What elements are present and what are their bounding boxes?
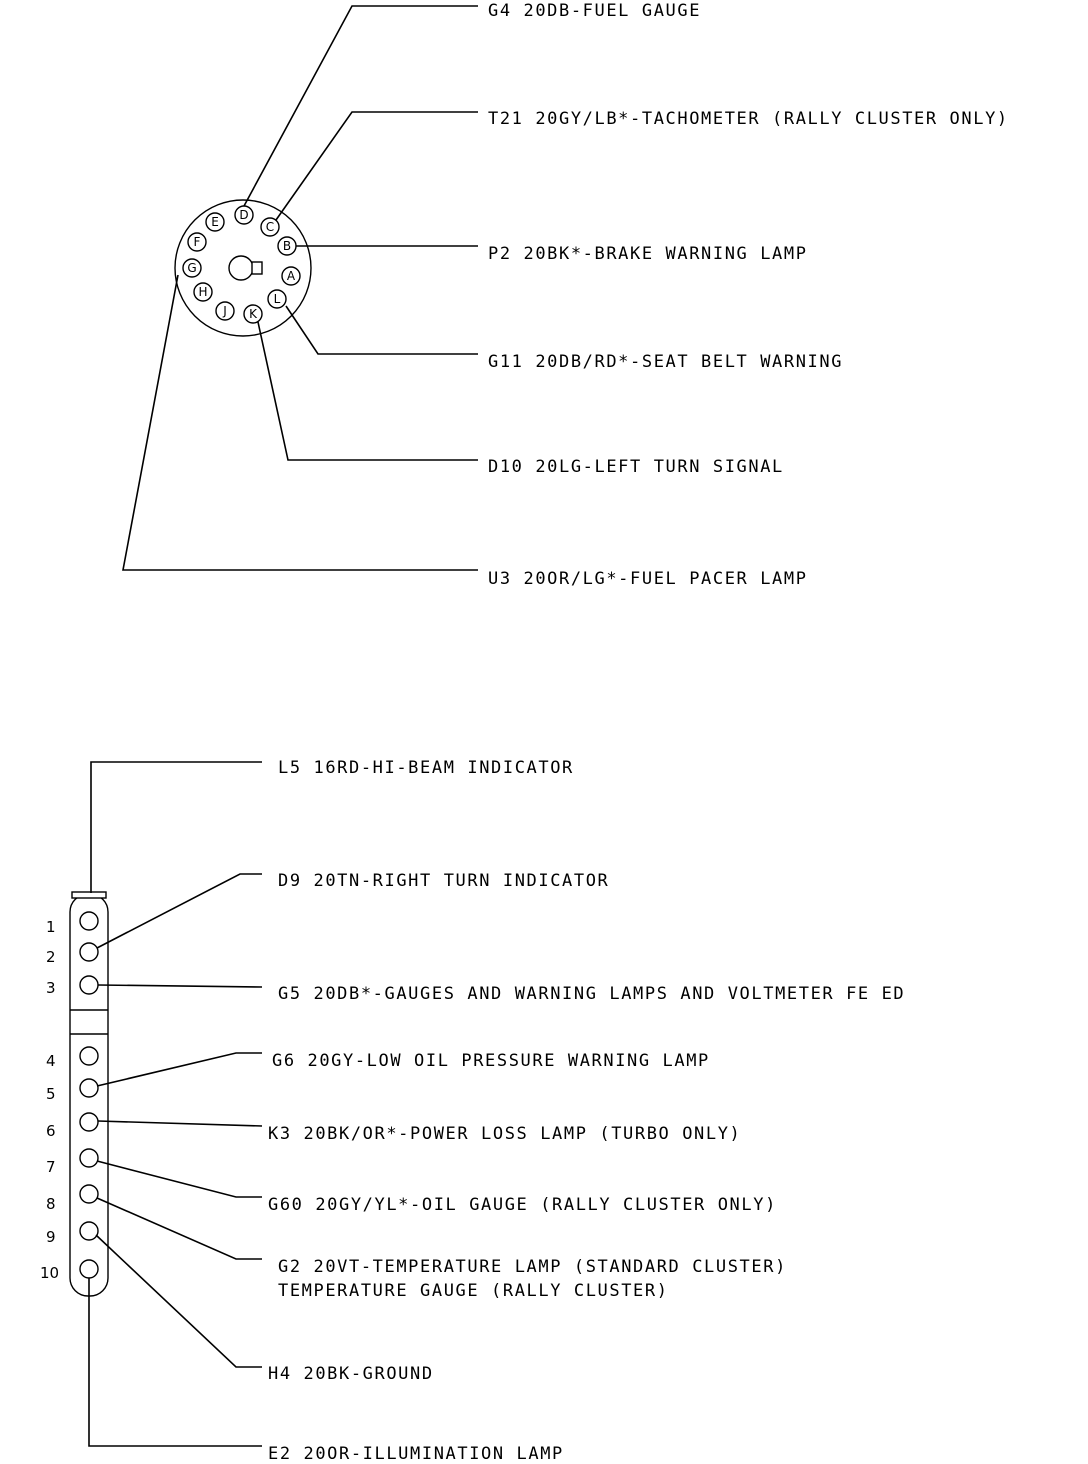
leader-line-G — [123, 275, 478, 570]
wire-label-hi-beam: L5 16RD-HI-BEAM INDICATOR — [278, 758, 574, 778]
pin-1 — [80, 912, 98, 930]
pin-L — [268, 290, 286, 308]
pin-number: 2 — [46, 948, 56, 966]
pin-D — [235, 206, 253, 224]
pin-label: L — [273, 292, 281, 306]
pin-2 — [80, 943, 98, 961]
pin-number: 9 — [46, 1228, 56, 1246]
pin-8 — [80, 1185, 98, 1203]
pin-10 — [80, 1260, 98, 1278]
leader-line-1 — [91, 762, 262, 893]
pin-label: F — [193, 235, 201, 249]
pin-number: 6 — [46, 1122, 56, 1140]
wire-label-temperature-line2: TEMPERATURE GAUGE (RALLY CLUSTER) — [278, 1281, 669, 1301]
pin-label: J — [223, 304, 227, 318]
pin-label: D — [239, 208, 249, 222]
wire-label-fuel-pacer: U3 20OR/LG*-FUEL PACER LAMP — [488, 569, 808, 589]
pin-label: H — [198, 285, 208, 299]
pin-number: 4 — [46, 1052, 56, 1070]
pin-number: 10 — [40, 1264, 60, 1282]
leader-line-3 — [98, 985, 262, 987]
leader-line-4 — [97, 1053, 262, 1086]
pin-B — [278, 237, 296, 255]
pin-label: A — [286, 269, 296, 283]
wire-label-power-loss: K3 20BK/OR*-POWER LOSS LAMP (TURBO ONLY) — [268, 1124, 742, 1144]
wire-label-temperature: G2 20VT-TEMPERATURE LAMP (STANDARD CLUSTER) — [278, 1257, 787, 1277]
pin-label: E — [211, 215, 219, 229]
connector-center-key — [229, 256, 253, 280]
strip-connector — [40, 758, 905, 1464]
leader-line-10 — [89, 1278, 262, 1446]
pin-5 — [80, 1079, 98, 1097]
leader-line-D — [244, 6, 478, 206]
leader-line-9 — [96, 1235, 262, 1367]
leader-line-C — [276, 112, 478, 220]
pin-7 — [80, 1149, 98, 1167]
leader-line-8 — [97, 1198, 262, 1259]
wire-label-right-turn: D9 20TN-RIGHT TURN INDICATOR — [278, 871, 610, 891]
leader-line-6 — [98, 1121, 262, 1126]
pin-C — [261, 218, 279, 236]
pin-label: B — [282, 239, 292, 253]
pin-4 — [80, 1047, 98, 1065]
wire-label-oil-gauge: G60 20GY/YL*-OIL GAUGE (RALLY CLUSTER ONLY) — [268, 1195, 777, 1215]
pin-6 — [80, 1113, 98, 1131]
round-connector — [123, 1, 1009, 589]
pin-number: 5 — [46, 1085, 56, 1103]
pin-3 — [80, 976, 98, 994]
pin-number: 8 — [46, 1195, 56, 1213]
leader-line-2 — [97, 874, 262, 948]
wire-label-left-turn: D10 20LG-LEFT TURN SIGNAL — [488, 457, 784, 477]
pin-9 — [80, 1222, 98, 1240]
wire-label-low-oil: G6 20GY-LOW OIL PRESSURE WARNING LAMP — [272, 1051, 710, 1071]
pin-H — [194, 283, 212, 301]
pin-F — [188, 233, 206, 251]
strip-top-tab — [72, 892, 106, 898]
connector-center-tab — [252, 262, 262, 274]
leader-line-L — [286, 306, 478, 354]
pin-label: K — [249, 307, 257, 321]
pin-label: G — [187, 261, 197, 275]
pin-K — [244, 305, 262, 323]
wire-label-brake-warning: P2 20BK*-BRAKE WARNING LAMP — [488, 244, 808, 264]
pin-E — [206, 213, 224, 231]
wire-label-illumination: E2 20OR-ILLUMINATION LAMP — [268, 1444, 564, 1464]
wire-label-fuel-gauge: G4 20DB-FUEL GAUGE — [488, 1, 702, 21]
wire-label-seat-belt: G11 20DB/RD*-SEAT BELT WARNING — [488, 352, 844, 372]
pin-A — [282, 267, 300, 285]
wire-label-gauges-feed: G5 20DB*-GAUGES AND WARNING LAMPS AND VOLTMETER FE ED — [278, 984, 906, 1004]
leader-line-K — [258, 322, 478, 460]
wire-label-ground: H4 20BK-GROUND — [268, 1364, 434, 1384]
wire-label-tachometer: T21 20GY/LB*-TACHOMETER (RALLY CLUSTER ONLY) — [488, 109, 1009, 129]
leader-line-7 — [97, 1161, 262, 1197]
pin-G — [183, 259, 201, 277]
pin-label: C — [265, 220, 275, 234]
pin-J — [216, 302, 234, 320]
pin-number: 7 — [46, 1158, 56, 1176]
pin-number: 3 — [46, 979, 56, 997]
pin-number: 1 — [46, 918, 56, 936]
